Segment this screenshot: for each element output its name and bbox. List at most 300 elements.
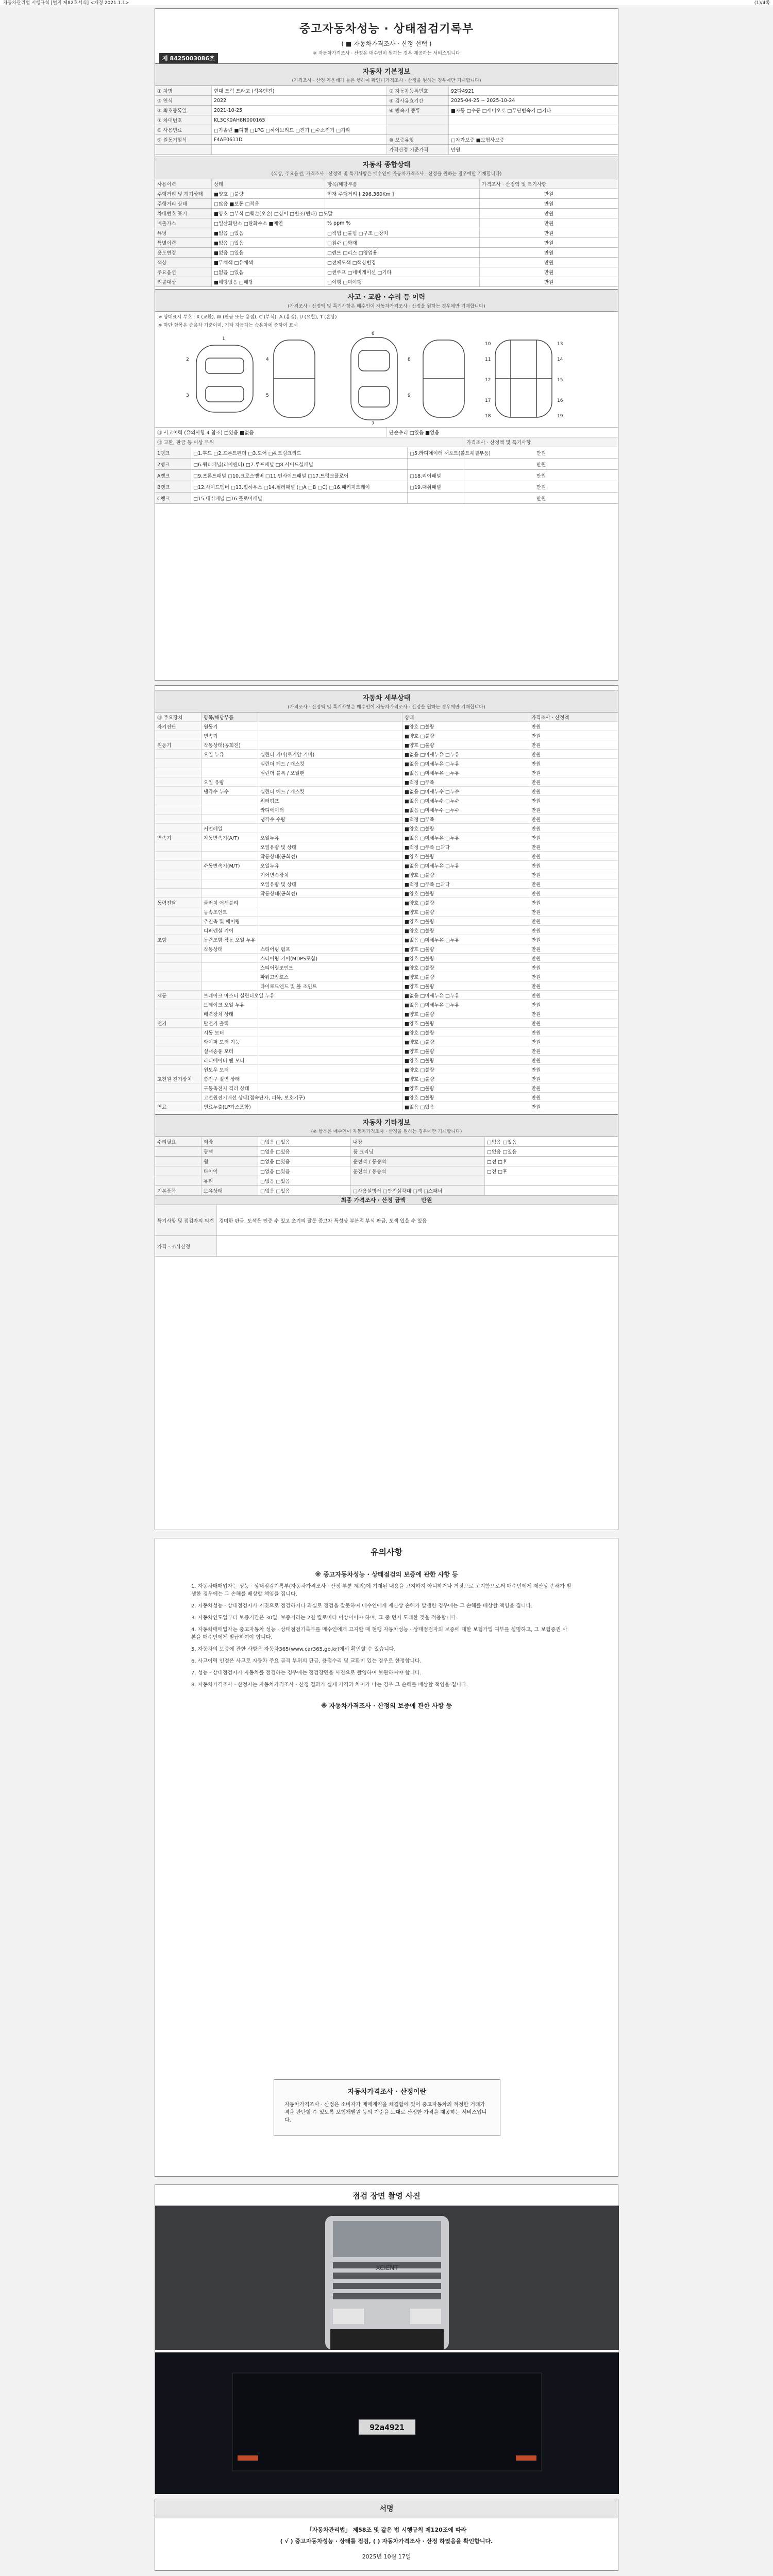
- other-group: [155, 1157, 201, 1166]
- detail-cell: [155, 796, 201, 805]
- price-info-box: [274, 2079, 500, 2136]
- overall-row: [155, 209, 618, 218]
- detail-cell: [155, 1009, 201, 1018]
- detail-cell: 만원: [531, 854, 541, 860]
- overall-price: 만원: [544, 260, 554, 266]
- detail-cell: [155, 805, 201, 814]
- overall-table: [155, 179, 618, 287]
- detail-cell: 만원: [531, 956, 541, 962]
- detail-cell: [201, 870, 258, 879]
- detail-cell: 만원: [531, 1048, 541, 1055]
- detail-head-row: [155, 713, 618, 722]
- detail-cell: ■양호 □불량: [402, 972, 531, 981]
- detail-cell: 발전기 출력: [201, 1019, 258, 1027]
- basic-label: ⑤ 최초등록일: [155, 106, 212, 115]
- detail-row: [155, 861, 618, 870]
- detail-cell: ■없음 □미세누유 □누유: [402, 1000, 531, 1009]
- notice-paragraph: 3. 자동차인도일부터 보증기간은 30일, 보증거리는 2천 킬로미터 이상이어야 하며, 그 중 먼저 도래한 것을 적용합니다.: [191, 1615, 458, 1621]
- detail-row: [155, 954, 618, 963]
- detail-cell: 만원: [531, 1011, 541, 1018]
- accident-note: (가격조사 · 산정액 및 특기사항은 매수인이 자동차가격조사 · 산정을 원하는 경우에만 기재합니다): [288, 304, 485, 309]
- notice-paragraph: 4. 자동차매매업자는 중고자동차 성능 · 상태점검기록부를 매수인에게 고지할 때 현행 자동차성능 · 상태점검자의 보증에 대한 보험가입 여부를 설명하고, 그 보험증권 사본을 매수인에게 발급하여야 합니다.: [191, 1627, 567, 1640]
- detail-cell: 연료누출(LP가스포함): [201, 1102, 258, 1111]
- other-item: [351, 1176, 485, 1185]
- overall-head-cell: 사용이력: [155, 179, 212, 189]
- overall-row: [155, 199, 618, 209]
- overall-detail: % ppm %: [325, 218, 480, 228]
- detail-cell: ■양호 □불량: [402, 731, 531, 740]
- detail-cell: [258, 1093, 402, 1101]
- detail-row: [155, 870, 618, 879]
- detail-cell: ■양호 □불량: [402, 1056, 531, 1064]
- detail-cell: 만원: [531, 779, 541, 786]
- detail-row: [155, 768, 618, 777]
- overall-price: 만원: [544, 280, 554, 285]
- other-item: 타이어: [201, 1166, 258, 1176]
- detail-cell: 자기진단: [155, 722, 201, 731]
- detail-cell: [201, 815, 258, 823]
- other-item: 운전석 / 동승석: [351, 1157, 485, 1166]
- detail-cell: 만원: [531, 984, 541, 990]
- notice-paragraphs: [155, 1583, 618, 1689]
- detail-cell: [155, 1000, 201, 1009]
- detail-cell: ■양호 □불량: [402, 1074, 531, 1083]
- detail-cell: 만원: [531, 909, 541, 916]
- overall-head-cell: 상태: [212, 179, 325, 189]
- overall-detail: □전체도색 □색상변경: [325, 258, 480, 267]
- detail-cell: ■양호 □불량: [402, 1009, 531, 1018]
- detail-cell: 만원: [531, 798, 541, 804]
- detail-cell: ■없음 □미세누유 □누유: [402, 833, 531, 842]
- other-state: □없음 □있음: [487, 1149, 517, 1155]
- detail-cell: 만원: [531, 789, 541, 795]
- other-group: [155, 1166, 201, 1176]
- detail-cell: ■양호 □불량: [402, 944, 531, 953]
- detail-cell: ■없음 □미세누수 □누수: [402, 805, 531, 814]
- detail-table: [155, 713, 618, 1111]
- overall-head-cell: 항목/해당부품: [325, 179, 480, 189]
- detail-cell: ■없음 □미세누유 □누유: [402, 750, 531, 758]
- detail-row: [155, 944, 618, 954]
- other-state: □없음 □있음: [258, 1147, 351, 1156]
- accident-legend-2: ※ 하단 항목은 승용차 기준이며, 기타 자동차는 승용차에 준하여 표시: [158, 323, 298, 328]
- detail-cell: [155, 861, 201, 870]
- detail-cell: 만원: [531, 937, 541, 943]
- detail-cell: 자동변속기(A/T): [201, 833, 258, 842]
- accident-price-col: 가격조사 · 산정액 및 특기사항: [464, 437, 618, 447]
- detail-cell: [201, 805, 258, 814]
- svg-text:16: 16: [557, 398, 563, 403]
- detail-head-cell: [258, 713, 402, 721]
- sign-line-1: 「자동차관리법」 제58조 및 같은 법 시행규칙 제120조에 따라: [306, 2527, 467, 2533]
- detail-cell: 고전원 전기장치: [155, 1074, 201, 1083]
- detail-cell: 변속기: [155, 833, 201, 842]
- other-item: 광택: [201, 1147, 258, 1156]
- detail-row: [155, 731, 618, 740]
- detail-cell: [201, 842, 258, 851]
- rank-price: 만원: [536, 450, 546, 456]
- other-item: 휠: [201, 1157, 258, 1166]
- detail-head-cell: 항목/해당부품: [201, 713, 258, 721]
- detail-cell: [155, 889, 201, 897]
- notice-paragraph: 8. 자동차가격조사 · 산정자는 자동차가격조사 · 산정 결과가 실제 가격과 차이가 나는 경우 그 손해를 배상할 책임을 집니다.: [191, 1682, 468, 1688]
- other-group: 기본품목: [155, 1186, 201, 1195]
- detail-cell: 만원: [531, 724, 541, 730]
- detail-cell: ■적정 □부족 □과다: [402, 879, 531, 888]
- truck-rear-photo: [155, 2352, 619, 2494]
- detail-cell: 수동변속기(M/T): [201, 861, 258, 870]
- other-row: [155, 1147, 618, 1157]
- notice-sub-1: ※ 중고자동차성능 · 상태점검의 보증에 관한 사항 등: [315, 1571, 458, 1578]
- svg-text:13: 13: [557, 342, 563, 347]
- detail-row: [155, 907, 618, 917]
- detail-cell: [258, 731, 402, 740]
- basic-value: 현대 트럭 트라고 (석유엔진): [212, 86, 387, 95]
- detail-row: [155, 740, 618, 750]
- overall-state: ■양호 □부식 □훼손(오손) □상이 □변조(변타) □도말: [212, 209, 325, 218]
- detail-row: [155, 722, 618, 731]
- basic-value: 2021-10-25: [212, 106, 387, 115]
- accident-history-row: [155, 428, 618, 437]
- detail-cell: [155, 852, 201, 860]
- detail-cell: [155, 870, 201, 879]
- detail-row: [155, 787, 618, 796]
- svg-text:12: 12: [485, 378, 491, 383]
- detail-row: [155, 1028, 618, 1037]
- accident-title: 사고 · 교환 · 수리 등 이력: [347, 294, 426, 301]
- detail-cell: 만원: [531, 742, 541, 749]
- detail-row: [155, 805, 618, 815]
- detail-cell: ■양호 □불량: [402, 870, 531, 879]
- other-note: (※ 항목은 매수인이 자동차가격조사 · 산정을 원하는 경우에만 기재합니다): [311, 1129, 462, 1134]
- detail-cell: [258, 907, 402, 916]
- car-frame-view: [495, 340, 552, 417]
- summary-row: [155, 1196, 618, 1205]
- basic-value: ■자동 □수동 □세미오토 □무단변속기 □기타: [451, 108, 551, 114]
- detail-cell: [201, 889, 258, 897]
- detail-row: [155, 889, 618, 898]
- detail-cell: 파워고압호스: [258, 972, 402, 981]
- detail-row: [155, 981, 618, 991]
- other-group: [155, 1147, 201, 1156]
- detail-cell: [155, 750, 201, 758]
- detail-cell: 만원: [531, 1076, 541, 1082]
- detail-cell: [155, 1056, 201, 1064]
- notice-title: 유의사항: [371, 1547, 402, 1557]
- detail-cell: 만원: [531, 770, 541, 776]
- price-row: [155, 1236, 618, 1257]
- detail-cell: ■양호 □불량: [402, 889, 531, 897]
- overall-label: 주요옵션: [155, 267, 212, 277]
- detail-cell: [155, 981, 201, 990]
- detail-cell: 조향: [155, 935, 201, 944]
- photo-title: 점검 장면 촬영 사진: [155, 2185, 618, 2207]
- basic-value: [212, 145, 387, 154]
- truck-brand-text: XCIENT: [376, 2264, 398, 2272]
- detail-row: [155, 879, 618, 889]
- other-state: □없음 □있음: [258, 1157, 351, 1166]
- other-item: 운전석 / 동승석: [351, 1166, 485, 1176]
- detail-cell: [258, 1028, 402, 1037]
- overall-label: 리콜대상: [155, 277, 212, 286]
- detail-cell: ■양호 □불량: [402, 926, 531, 935]
- frame-label: ⑫ 교환, 판금 등 이상 부위: [155, 437, 464, 447]
- detail-cell: ■적정 □부족 □과다: [402, 842, 531, 851]
- rank-price: 만원: [536, 484, 546, 490]
- rank-parts: □1.후드 □2.프론트펜더 □3.도어 □4.트렁크리드: [191, 447, 408, 458]
- detail-cell: ■없음 □있음: [402, 1102, 531, 1111]
- basic-label: ② 자동차등록번호: [387, 86, 449, 95]
- detail-cell: 실린더 헤드 / 개스킷: [258, 759, 402, 768]
- rank-parts-extra: □19.대쉬패널: [408, 481, 464, 492]
- detail-cell: 스티어링조인트: [258, 963, 402, 972]
- detail-cell: [258, 1046, 402, 1055]
- other-header: [155, 1114, 618, 1137]
- summary-value: 만원: [421, 1197, 432, 1204]
- overall-detail: □썬루프 □네비게이션 □기타: [325, 267, 480, 277]
- basic-label: ⑩ 보증유형: [387, 135, 449, 144]
- basic-label: ⑦ 차대번호: [155, 115, 212, 125]
- detail-cell: 만원: [531, 1039, 541, 1045]
- notice-paragraph: 1. 자동차매매업자는 성능 · 상태점검기록부(자동차가격조사 · 산정 부분 제외)에 기재된 내용을 고지하지 아니하거나 거짓으로 고지함으로써 매수인에게 재산상 손해가 발생한 경우에는 그 손해를 배상할 책임을 집니다.: [191, 1584, 572, 1597]
- detail-cell: 오일유량 및 상태: [258, 879, 402, 888]
- detail-cell: [201, 963, 258, 972]
- notice-paragraph: 7. 성능 · 상태점검자가 자동차를 점검하는 경우에는 점검장면을 사진으로 촬영하여 보관하여야 합니다.: [191, 1670, 422, 1676]
- price-label: 가격 · 조사산정: [155, 1236, 217, 1256]
- basic-info-header: [155, 63, 618, 86]
- detail-cell: 오일누유: [258, 861, 402, 870]
- detail-cell: [155, 972, 201, 981]
- detail-cell: [258, 1037, 402, 1046]
- overall-label: 배출가스: [155, 218, 212, 228]
- document-title: 중고자동차성능 · 상태점검기록부: [299, 23, 474, 36]
- sign-sheet: [155, 2499, 618, 2571]
- detail-cell: ■양호 □불량: [402, 954, 531, 962]
- detail-cell: 오일 누유: [201, 750, 258, 758]
- detail-cell: 만원: [531, 1058, 541, 1064]
- other-title: 자동차 기타정보: [362, 1119, 411, 1127]
- detail-cell: ■양호 □불량: [402, 852, 531, 860]
- detail-cell: ■양호 □불량: [402, 824, 531, 833]
- truck-front-photo: [155, 2206, 619, 2350]
- detail-cell: 만원: [531, 919, 541, 925]
- detail-cell: 동력전달: [155, 898, 201, 907]
- other-state: □없음 □있음: [258, 1137, 351, 1146]
- detail-cell: ■없음 □미세누수 □누수: [402, 787, 531, 795]
- detail-cell: [155, 731, 201, 740]
- detail-cell: 만원: [531, 882, 541, 888]
- basic-value: 2022: [212, 96, 387, 105]
- detail-cell: 작동상태: [201, 944, 258, 953]
- basic-label: [155, 145, 212, 154]
- detail-cell: 원동기: [201, 722, 258, 731]
- basic-label: 가격산정 기준가격: [387, 145, 449, 154]
- detail-cell: 작동상태(공회전): [201, 740, 258, 749]
- detail-cell: [155, 842, 201, 851]
- detail-cell: [258, 991, 402, 999]
- other-table: [155, 1137, 618, 1196]
- basic-value: 92다4921: [451, 89, 475, 94]
- overall-price: 만원: [544, 241, 554, 246]
- basic-row: [155, 115, 618, 125]
- rank-price: 만원: [536, 462, 546, 468]
- detail-cell: [201, 972, 258, 981]
- other-state: □없음 □있음: [258, 1186, 351, 1195]
- detail-row: [155, 852, 618, 861]
- price-info-title: 자동차가격조사 · 산정이란: [347, 2088, 427, 2096]
- detail-cell: [155, 824, 201, 833]
- detail-cell: 만원: [531, 1095, 541, 1101]
- overall-header: [155, 157, 618, 179]
- svg-text:10: 10: [485, 342, 491, 347]
- detail-row: [155, 1102, 618, 1111]
- detail-cell: 고전원전기배선 상태(접속단자, 피복, 보호기구): [201, 1093, 258, 1101]
- car-side-right: [423, 340, 464, 417]
- other-state: [485, 1186, 618, 1195]
- law-reference: 자동차관리법 시행규칙 [별지 제82호서식] <개정 2021.1.1>: [3, 1, 129, 6]
- detail-cell: 기어변속장치: [258, 870, 402, 879]
- rank-table: [155, 447, 618, 504]
- overall-detail: [325, 199, 480, 208]
- detail-cell: 만원: [531, 1104, 541, 1110]
- rank-parts-extra: [408, 493, 464, 503]
- overall-row: [155, 218, 618, 228]
- car-top-view: [351, 337, 397, 420]
- detail-row: [155, 1046, 618, 1056]
- overall-label: 튜닝: [155, 228, 212, 238]
- other-item: 내장: [351, 1137, 485, 1146]
- detail-cell: 냉각수 수량: [258, 815, 402, 823]
- detail-cell: ■양호 □불량: [402, 1065, 531, 1074]
- detail-cell: [258, 926, 402, 935]
- detail-cell: 디퍼렌셜 기어: [201, 926, 258, 935]
- detail-cell: ■없음 □미세누유 □누유: [402, 861, 531, 870]
- detail-cell: 스티어링 펌프: [258, 944, 402, 953]
- detail-row: [155, 1009, 618, 1019]
- basic-row: [155, 86, 618, 96]
- detail-row: [155, 917, 618, 926]
- detail-cell: 만원: [531, 807, 541, 814]
- overall-note: (색상, 주요옵션, 가격조사 · 산정액 및 특기사항은 매수인이 자동차가격조사 · 산정을 원하는 경우에만 기재합니다): [271, 172, 502, 177]
- detail-cell: [155, 1046, 201, 1055]
- detail-cell: 클러치 어셈블리: [201, 898, 258, 907]
- detail-cell: 라디에이터: [258, 805, 402, 814]
- detail-head-cell: 가격조사 · 산정액: [531, 715, 569, 721]
- special-label: 특기사항 및 점검자의 의견: [155, 1205, 217, 1235]
- detail-cell: ■적정 □부족: [402, 815, 531, 823]
- overall-price: 만원: [544, 211, 554, 217]
- detail-row: [155, 750, 618, 759]
- detail-cell: [155, 926, 201, 935]
- detail-cell: [155, 1093, 201, 1101]
- detail-cell: [258, 1102, 402, 1111]
- overall-label: 특별이력: [155, 238, 212, 247]
- basic-label: ⑧ 사용연료: [155, 125, 212, 134]
- svg-text:9: 9: [408, 393, 411, 398]
- detail-cell: [258, 1083, 402, 1092]
- detail-cell: [155, 759, 201, 768]
- svg-text:6: 6: [372, 331, 375, 336]
- detail-cell: ■양호 □불량: [402, 917, 531, 925]
- overall-row: [155, 267, 618, 277]
- other-state: □전 □후: [487, 1159, 508, 1165]
- detail-cell: 제동: [155, 991, 201, 999]
- detail-cell: [201, 759, 258, 768]
- detail-cell: ■양호 □불량: [402, 1093, 531, 1101]
- detail-row: [155, 842, 618, 852]
- document-number: 제 8425003086호: [159, 53, 218, 63]
- detail-row: [155, 963, 618, 972]
- detail-cell: 시동 모터: [201, 1028, 258, 1037]
- other-state: □전 □후: [487, 1169, 508, 1175]
- detail-cell: 만원: [531, 1021, 541, 1027]
- detail-cell: ■없음 □미세누유 □누유: [402, 759, 531, 768]
- inspection-sheet-1: [155, 8, 618, 681]
- basic-label: ⑥ 변속기 종류: [387, 106, 449, 115]
- other-item: 룸 크리닝: [351, 1147, 485, 1156]
- rank-label: 1랭크: [155, 447, 191, 458]
- notice-paragraph: 5. 자동차의 보증에 관한 사항은 자동차365(www.car365.go.kr)에서 확인할 수 있습니다.: [191, 1647, 396, 1652]
- detail-cell: [155, 963, 201, 972]
- rank-row: [155, 459, 618, 470]
- basic-info-table: [155, 86, 618, 155]
- other-row: [155, 1137, 618, 1147]
- detail-row: [155, 1000, 618, 1009]
- svg-text:4: 4: [266, 357, 269, 362]
- detail-cell: [155, 954, 201, 962]
- detail-cell: [155, 917, 201, 925]
- detail-row: [155, 1065, 618, 1074]
- basic-info-title: 자동차 기본정보: [362, 68, 411, 76]
- detail-cell: ■적정 □부족: [402, 777, 531, 786]
- overall-state: ■없음 □있음: [212, 248, 325, 257]
- notice-paragraph: 6. 사고이력 인정은 사고로 자동차 주요 골격 부위의 판금, 용접수리 및 교환이 있는 경우로 한정합니다.: [191, 1658, 422, 1664]
- rank-parts: □9.프론트패널 □10.크로스멤버 □11.인사이드패널 □17.트렁크플로어: [191, 470, 408, 481]
- special-text: 경미한 판금, 도색은 인증 수 있고 초기의 잘못 중고차 특성상 부분적 부식 판금, 도색 있을 수 있음: [219, 1218, 427, 1224]
- other-item: □사용설명서 □안전삼각대 □잭 □스패너: [351, 1186, 485, 1195]
- sign-line-2: ( √ ) 중고자동차성능 · 상태를 점검, ( ) 자동차가격조사 · 산정 하였음을 확인합니다.: [280, 2538, 493, 2545]
- detail-row: [155, 777, 618, 787]
- detail-cell: 윈도우 모터: [201, 1065, 258, 1074]
- detail-cell: ■양호 □불량: [402, 1037, 531, 1046]
- detail-row: [155, 833, 618, 842]
- detail-cell: 구동축전지 격리 상태: [201, 1083, 258, 1092]
- detail-cell: 작동상태(공회전): [258, 889, 402, 897]
- detail-cell: [258, 1009, 402, 1018]
- overall-price: 만원: [544, 201, 554, 207]
- detail-cell: [258, 777, 402, 786]
- detail-cell: 작동상태(공회전): [258, 852, 402, 860]
- special-row: [155, 1205, 618, 1236]
- price-info-text: 자동차가격조사 · 산정은 소비자가 매매계약을 체결함에 있어 중고자동차의 적정한 거래가격을 판단할 수 있도록 보험개발원 등의 기준을 토대로 산정한 가격을 제공하는 서비스입니다.: [284, 2102, 487, 2123]
- svg-text:17: 17: [485, 398, 491, 403]
- detail-cell: 만원: [531, 733, 541, 739]
- detail-cell: 브레이크 오일 누유: [201, 1000, 258, 1009]
- detail-cell: 타이로드엔드 및 볼 조인트: [258, 981, 402, 990]
- overall-row: [155, 277, 618, 287]
- detail-cell: 추진축 및 베어링: [201, 917, 258, 925]
- rank-price: 만원: [536, 496, 546, 502]
- detail-cell: 원동기: [155, 740, 201, 749]
- detail-cell: 만원: [531, 891, 541, 897]
- basic-label: [387, 125, 449, 134]
- detail-cell: ■양호 □불량: [402, 1046, 531, 1055]
- basic-value: □가솔린 ■디젤 □LPG □하이브리드 □전기 □수소전기 □기타: [212, 125, 387, 134]
- overall-price: 만원: [544, 231, 554, 236]
- detail-cell: 실린더 커버(로커암 커버): [258, 750, 402, 758]
- sign-date: 2025년 10월 17일: [362, 2553, 411, 2560]
- detail-title: 자동차 세부상태: [362, 694, 411, 702]
